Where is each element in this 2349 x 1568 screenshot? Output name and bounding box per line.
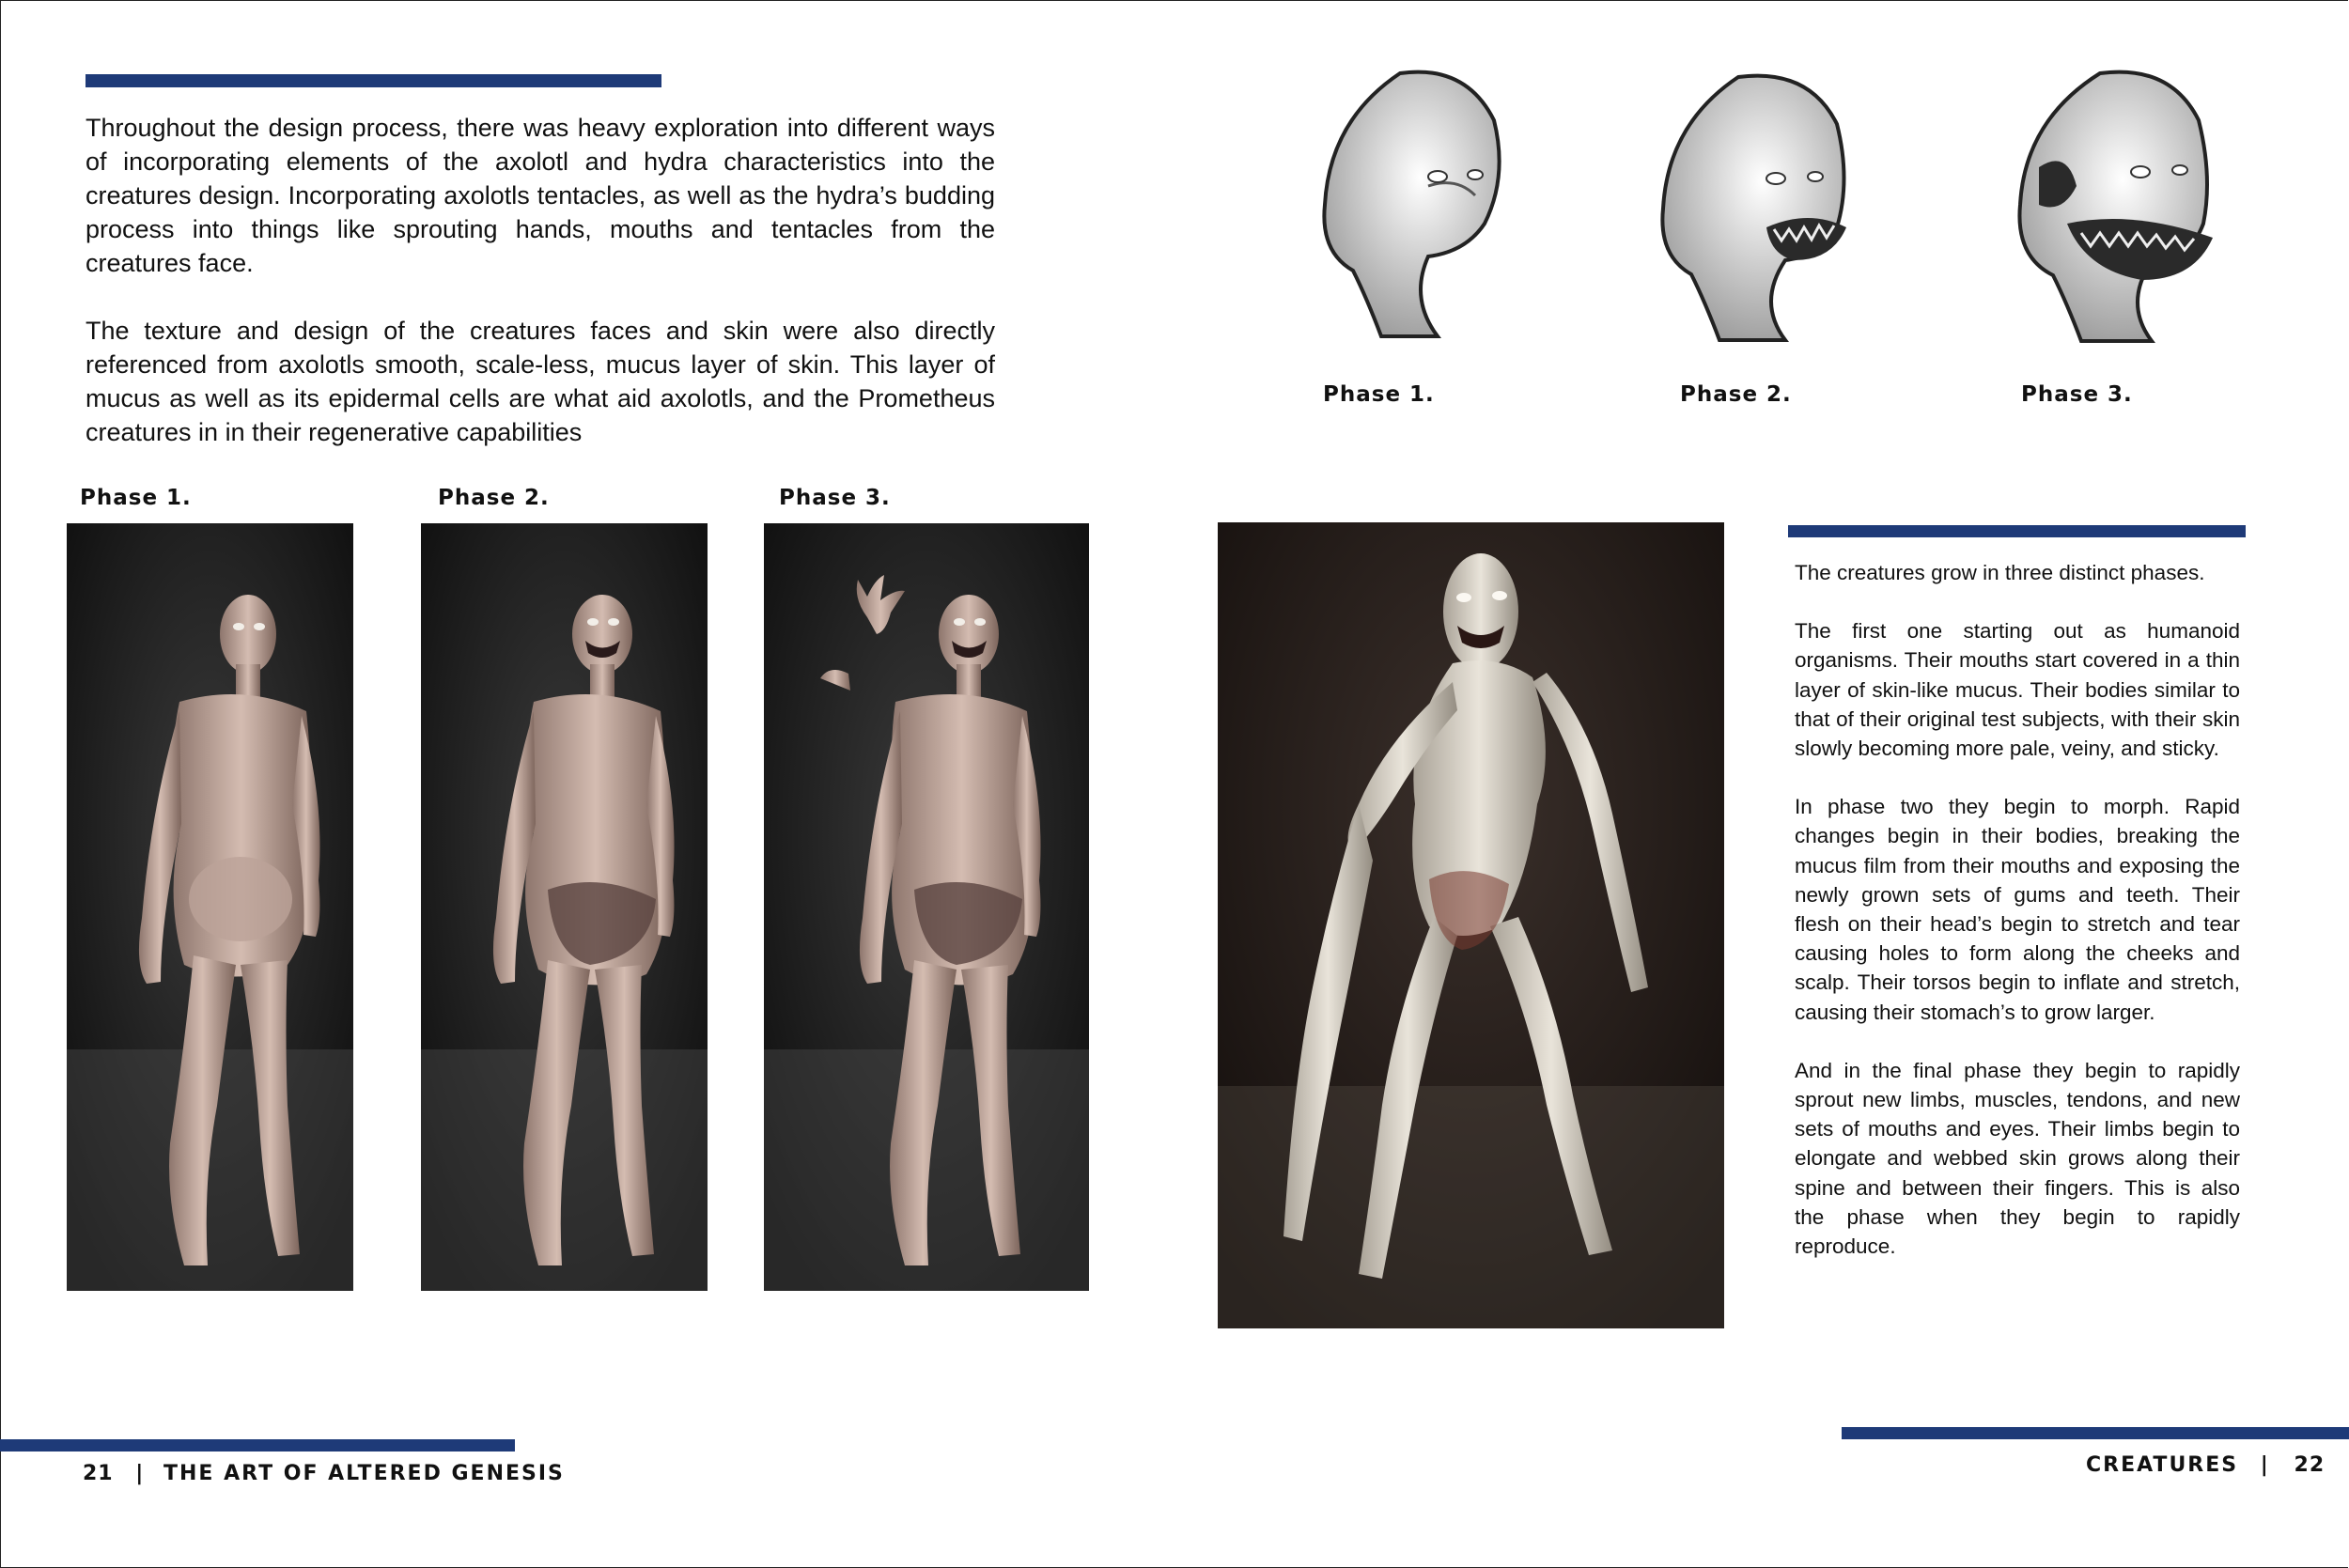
creature-phase-3-illustration: [764, 523, 1089, 1291]
body-phase-2-label: Phase 2.: [438, 486, 550, 510]
head-phase-3-label: Phase 3.: [2021, 382, 2133, 407]
book-title: THE ART OF ALTERED GENESIS: [163, 1462, 565, 1485]
head-phase-2-label: Phase 2.: [1680, 382, 1792, 407]
creature-phase-1-illustration: [67, 523, 353, 1291]
description-paragraph: The first one starting out as humanoid organisms. Their mouths start covered in a thin layer of skin-like mucus. Their bodies similar to that of their original test subjects, with their skin slowly becoming more pale, veiny, and sticky.: [1795, 619, 2240, 761]
page-number: 22: [2294, 1453, 2326, 1477]
head-phase-1-label: Phase 1.: [1323, 382, 1435, 407]
footer-separator: |: [135, 1462, 146, 1485]
page-number: 21: [83, 1462, 114, 1485]
head-sketch-phase-3: [2011, 64, 2236, 350]
intro-paragraph: The texture and design of the creatures faces and skin were also directly referenced from axolotls smooth, scale-less, mucus layer of skin. This layer of mucus as well as its epidermal cells are what aid axolotls, and the Prometheus creatures in in their regenerative capabilities: [86, 317, 995, 446]
intro-text-block: [86, 111, 995, 483]
right-footer-accent-bar: [1842, 1427, 2349, 1439]
phases-description-block: [1795, 558, 2240, 1290]
section-title: CREATURES: [2086, 1453, 2239, 1477]
right-page-footer: [2086, 1453, 2325, 1477]
footer-separator: |: [2260, 1453, 2270, 1477]
description-paragraph: In phase two they begin to morph. Rapid changes begin in their bodies, breaking the mucus film from their mouths and exposing the newly grown sets of gums and teeth. Their flesh on their head’s begin to stretch and tear causing holes to form along the cheeks and scalp. Their torsos begin to inflate and stretch, causing their stomach’s to grow larger.: [1795, 795, 2240, 1024]
head-sketch-phase-1: [1315, 64, 1522, 346]
body-phase-1-label: Phase 1.: [80, 486, 192, 510]
creature-full-render: [1218, 522, 1724, 1328]
left-top-accent-bar: [86, 74, 661, 87]
intro-paragraph: Throughout the design process, there was heavy exploration into different ways of incorporating elements of the axolotl and hydra characteristics into the creatures design. Incorporating axolotls tentacles, as well as the hydra’s budding process into things like sprouting hands, mouths and tentacles from the creatures face.: [86, 114, 995, 277]
creature-phase-2-illustration: [421, 523, 708, 1291]
left-page-footer: [83, 1462, 565, 1485]
right-top-accent-bar: [1788, 525, 2246, 537]
head-sketch-phase-2: [1654, 68, 1870, 349]
description-paragraph: The creatures grow in three distinct phases.: [1795, 561, 2205, 584]
description-paragraph: And in the final phase they begin to rapidly sprout new limbs, muscles, tendons, and new sets of mouths and eyes. Their limbs begin to elongate and webbed skin grows along their spine and between their fingers. This is also the phase when they begin to rapidly reproduce.: [1795, 1058, 2240, 1259]
body-phase-3-label: Phase 3.: [779, 486, 891, 510]
left-footer-accent-bar: [0, 1439, 515, 1452]
